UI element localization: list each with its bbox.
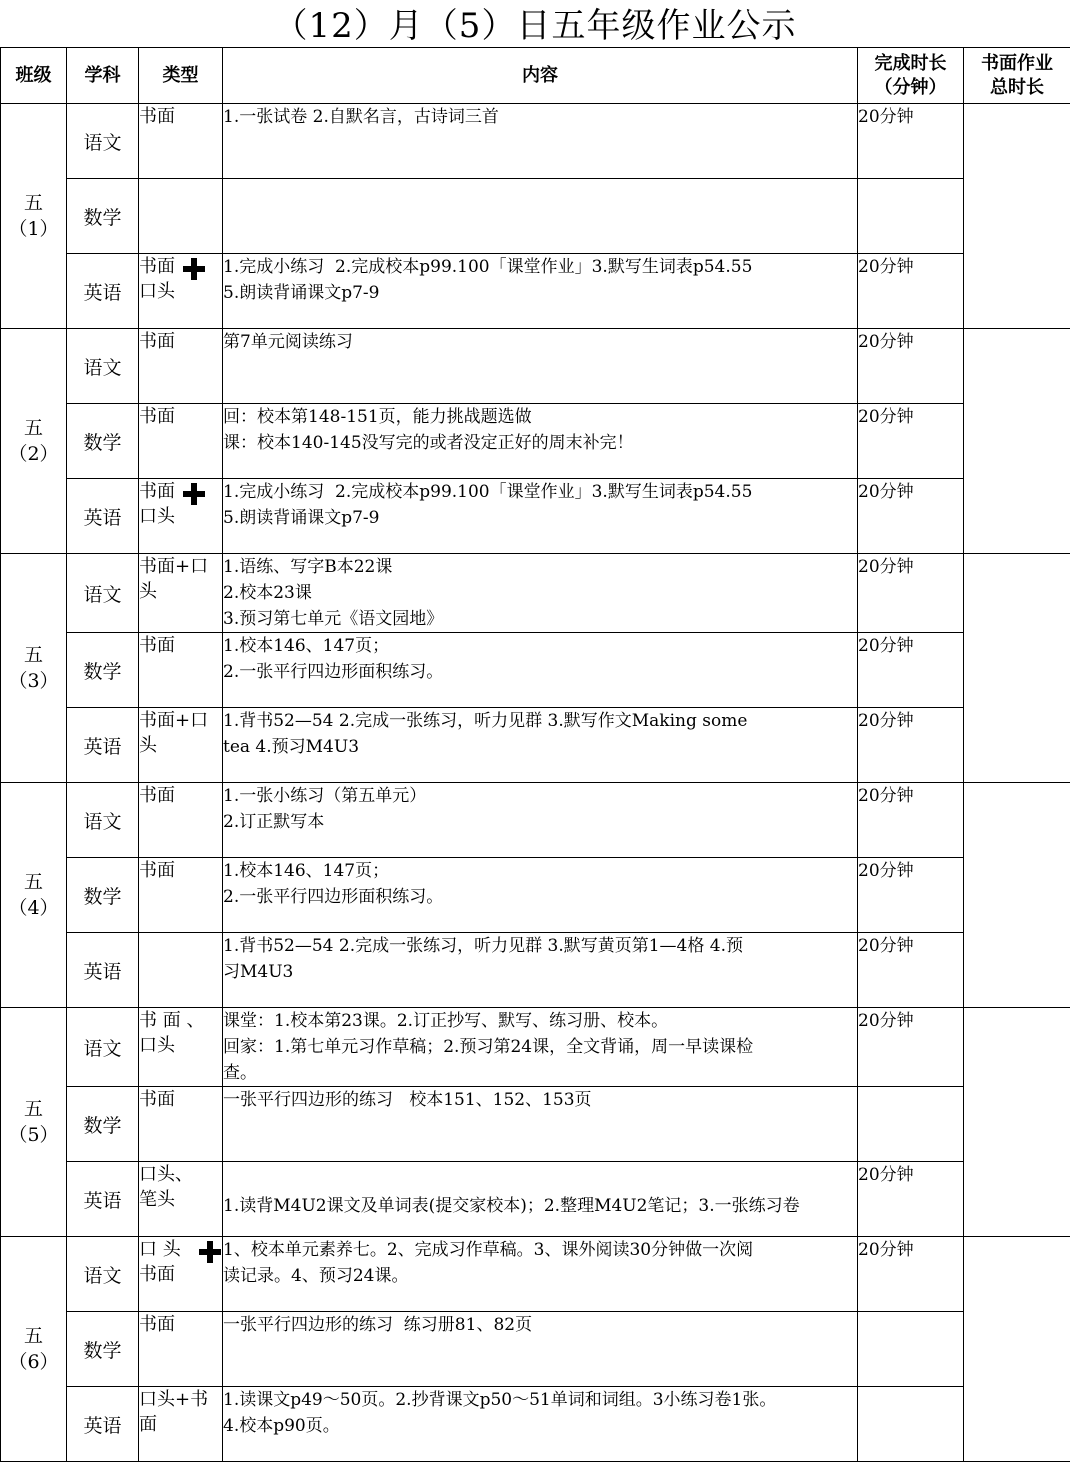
page-title: （12）月（5）日五年级作业公示 (0, 0, 1070, 48)
type-text: 口 头 (139, 1237, 222, 1262)
type-cell (139, 1162, 223, 1237)
content-cell (223, 1087, 858, 1162)
class-name: （2） (1, 441, 66, 467)
homework-table (0, 47, 1070, 1462)
plus-icon (199, 1241, 221, 1263)
content-line: 2.订正默写本 (223, 809, 857, 835)
class-name: （5） (1, 1122, 66, 1148)
total-duration-cell (964, 104, 1070, 329)
duration-cell (858, 1387, 964, 1462)
type-cell (139, 1008, 223, 1087)
class-name: （4） (1, 895, 66, 921)
type-cell (139, 858, 223, 933)
content-cell (223, 708, 858, 783)
subject-cell: 语文 (67, 1237, 139, 1312)
table-row (1, 1087, 1070, 1162)
class-name: 五 (1, 1096, 66, 1122)
header-duration-line2: （分钟） (858, 76, 963, 100)
subject-cell: 数学 (67, 858, 139, 933)
total-duration-cell (964, 554, 1070, 783)
subject-cell: 英语 (67, 1387, 139, 1462)
content-line: 5.朗读背诵课文p7-9 (223, 280, 857, 306)
content-cell (223, 1008, 858, 1087)
total-duration-cell (964, 1008, 1070, 1237)
header-duration-line1: 完成时长 (858, 52, 963, 76)
content-line: 回家：1.第七单元习作草稿；2.预习第24课，全文背诵，周一早读课检 (223, 1034, 857, 1060)
type-text: 书面 (139, 329, 222, 354)
content-line: 2.一张平行四边形面积练习。 (223, 884, 857, 910)
header-row (1, 48, 1070, 104)
content-cell (223, 933, 858, 1008)
plus-icon (183, 483, 205, 505)
content-line: 查。 (223, 1060, 857, 1086)
duration-cell: 20分钟 (858, 1162, 964, 1237)
table-row (1, 1008, 1070, 1087)
content-line: 1.完成小练习 2.完成校本p99.100「课堂作业」3.默写生词表p54.55 (223, 254, 857, 280)
content-cell (223, 554, 858, 633)
subject-cell: 英语 (67, 933, 139, 1008)
duration-cell: 20分钟 (858, 404, 964, 479)
duration-cell: 20分钟 (858, 329, 964, 404)
content-cell (223, 404, 858, 479)
subject-cell: 数学 (67, 179, 139, 254)
content-line: 2.校本23课 (223, 580, 857, 606)
class-cell (1, 554, 67, 783)
type-cell (139, 708, 223, 783)
class-name: 五 (1, 415, 66, 441)
subject-cell: 数学 (67, 633, 139, 708)
content-line: 1.一张小练习（第五单元） (223, 783, 857, 809)
table-row (1, 1237, 1070, 1312)
table-row (1, 858, 1070, 933)
class-name: 五 (1, 190, 66, 216)
type-text: 书面 (139, 1087, 222, 1112)
content-line: 一张平行四边形的练习 校本151、152、153页 (223, 1087, 857, 1113)
subject-cell: 语文 (67, 783, 139, 858)
class-name: （6） (1, 1349, 66, 1375)
duration-cell: 20分钟 (858, 708, 964, 783)
type-cell (139, 329, 223, 404)
type-cell (139, 104, 223, 179)
type-cell (139, 179, 223, 254)
duration-cell: 20分钟 (858, 783, 964, 858)
type-text: 笔头 (139, 1187, 222, 1212)
subject-cell: 英语 (67, 254, 139, 329)
type-text: 头 (139, 733, 222, 758)
type-text: 口头 (139, 279, 222, 304)
subject-cell: 语文 (67, 1008, 139, 1087)
subject-cell: 数学 (67, 1312, 139, 1387)
content-line: 1.校本146、147页； (223, 858, 857, 884)
type-text: 面 (139, 1412, 222, 1437)
duration-cell: 20分钟 (858, 633, 964, 708)
content-cell (223, 633, 858, 708)
header-type: 类型 (139, 48, 223, 104)
duration-cell: 20分钟 (858, 858, 964, 933)
type-cell (139, 1087, 223, 1162)
subject-cell: 英语 (67, 479, 139, 554)
subject-cell: 语文 (67, 554, 139, 633)
total-duration-cell (964, 783, 1070, 1008)
table-row (1, 404, 1070, 479)
header-content: 内容 (223, 48, 858, 104)
subject-cell: 语文 (67, 104, 139, 179)
content-line: 3.预习第七单元《语文园地》 (223, 606, 857, 632)
total-duration-cell (964, 329, 1070, 554)
type-text: 口头 (139, 1033, 222, 1058)
content-line: 1.读背M4U2课文及单词表(提交家校本)；2.整理M4U2笔记；3.一张练习卷 (223, 1193, 857, 1219)
subject-cell: 数学 (67, 404, 139, 479)
duration-cell: 20分钟 (858, 933, 964, 1008)
content-line: 一张平行四边形的练习 练习册81、82页 (223, 1312, 857, 1338)
header-total (964, 48, 1070, 104)
content-line: 5.朗读背诵课文p7-9 (223, 505, 857, 531)
content-cell (223, 1312, 858, 1387)
duration-cell (858, 1087, 964, 1162)
table-row (1, 479, 1070, 554)
type-cell (139, 554, 223, 633)
subject-cell: 英语 (67, 708, 139, 783)
table-row (1, 329, 1070, 404)
content-line: 1.语练、写字B本22课 (223, 554, 857, 580)
class-name: 五 (1, 642, 66, 668)
class-cell (1, 329, 67, 554)
content-line: 1.完成小练习 2.完成校本p99.100「课堂作业」3.默写生词表p54.55 (223, 479, 857, 505)
content-line: 1.背书52—54 2.完成一张练习，听力见群 3.默写黄页第1—4格 4.预 (223, 933, 857, 959)
subject-cell: 数学 (67, 1087, 139, 1162)
content-cell (223, 1387, 858, 1462)
content-cell (223, 1162, 858, 1237)
content-cell (223, 858, 858, 933)
type-text: 书面+口 (139, 708, 222, 733)
type-text: 口头、 (139, 1162, 222, 1187)
content-line: 2.一张平行四边形面积练习。 (223, 659, 857, 685)
duration-cell: 20分钟 (858, 104, 964, 179)
type-cell (139, 254, 223, 329)
table-row (1, 254, 1070, 329)
duration-cell: 20分钟 (858, 554, 964, 633)
type-cell (139, 933, 223, 1008)
table-row (1, 633, 1070, 708)
type-text: 书面 (139, 1312, 222, 1337)
content-line: 读记录。4、预习24课。 (223, 1263, 857, 1289)
table-row (1, 554, 1070, 633)
type-text: 书面 (139, 783, 222, 808)
type-text: 书面 (139, 858, 222, 883)
header-duration (858, 48, 964, 104)
table-row (1, 1312, 1070, 1387)
header-total-line2: 总时长 (964, 76, 1070, 100)
type-text: 书面 (139, 104, 222, 129)
type-text: 头 (139, 579, 222, 604)
subject-cell: 语文 (67, 329, 139, 404)
type-cell (139, 479, 223, 554)
content-line: 1.背书52—54 2.完成一张练习，听力见群 3.默写作文Making some (223, 708, 857, 734)
type-text: 口头+书 (139, 1387, 222, 1412)
table-row (1, 933, 1070, 1008)
type-cell (139, 1387, 223, 1462)
content-line: 课：校本140-145没写完的或者没定正好的周末补完！ (223, 430, 857, 456)
content-line: 1.一张试卷 2.自默名言，古诗词三首 (223, 104, 857, 130)
header-total-line1: 书面作业 (964, 52, 1070, 76)
class-name: 五 (1, 869, 66, 895)
content-line: 1.读课文p49～50页。2.抄背课文p50～51单词和词组。3小练习卷1张。 (223, 1387, 857, 1413)
table-row (1, 708, 1070, 783)
type-cell (139, 1312, 223, 1387)
type-cell (139, 404, 223, 479)
type-cell (139, 1237, 223, 1312)
content-line: 4.校本p90页。 (223, 1413, 857, 1439)
type-cell (139, 783, 223, 858)
type-text: 书面 (139, 1262, 222, 1287)
type-text: 书面 (139, 404, 222, 429)
content-line: 1、校本单元素养七。2、完成习作草稿。3、课外阅读30分钟做一次阅 (223, 1237, 857, 1263)
content-line: 回：校本第148-151页，能力挑战题选做 (223, 404, 857, 430)
content-cell (223, 104, 858, 179)
duration-cell: 20分钟 (858, 254, 964, 329)
class-cell (1, 104, 67, 329)
subject-cell: 英语 (67, 1162, 139, 1237)
type-text: 书面 (139, 633, 222, 658)
table-row (1, 1162, 1070, 1237)
type-text: 书 面 、 (139, 1008, 222, 1033)
content-line: 课堂：1.校本第23课。2.订正抄写、默写、练习册、校本。 (223, 1008, 857, 1034)
type-text: 口头 (139, 504, 222, 529)
content-cell (223, 1237, 858, 1312)
class-name: 五 (1, 1323, 66, 1349)
class-cell (1, 783, 67, 1008)
content-line: 1.校本146、147页； (223, 633, 857, 659)
plus-icon (183, 258, 205, 280)
type-cell (139, 633, 223, 708)
type-text: 书面+口 (139, 554, 222, 579)
type-text: 书面 (139, 479, 222, 504)
duration-cell (858, 1312, 964, 1387)
content-line: tea 4.预习M4U3 (223, 734, 857, 760)
total-duration-cell (964, 1237, 1070, 1462)
duration-cell: 20分钟 (858, 1237, 964, 1312)
duration-cell: 20分钟 (858, 479, 964, 554)
content-cell (223, 783, 858, 858)
class-cell (1, 1237, 67, 1462)
table-row (1, 1387, 1070, 1462)
duration-cell: 20分钟 (858, 1008, 964, 1087)
header-class: 班级 (1, 48, 67, 104)
content-line: 习M4U3 (223, 959, 857, 985)
class-cell (1, 1008, 67, 1237)
table-row (1, 179, 1070, 254)
content-line: 第7单元阅读练习 (223, 329, 857, 355)
content-cell (223, 479, 858, 554)
table-row (1, 104, 1070, 179)
content-cell (223, 179, 858, 254)
class-name: （3） (1, 668, 66, 694)
content-cell (223, 254, 858, 329)
duration-cell (858, 179, 964, 254)
content-cell (223, 329, 858, 404)
class-name: （1） (1, 216, 66, 242)
table-row (1, 783, 1070, 858)
type-text: 书面 (139, 254, 222, 279)
header-subject: 学科 (67, 48, 139, 104)
